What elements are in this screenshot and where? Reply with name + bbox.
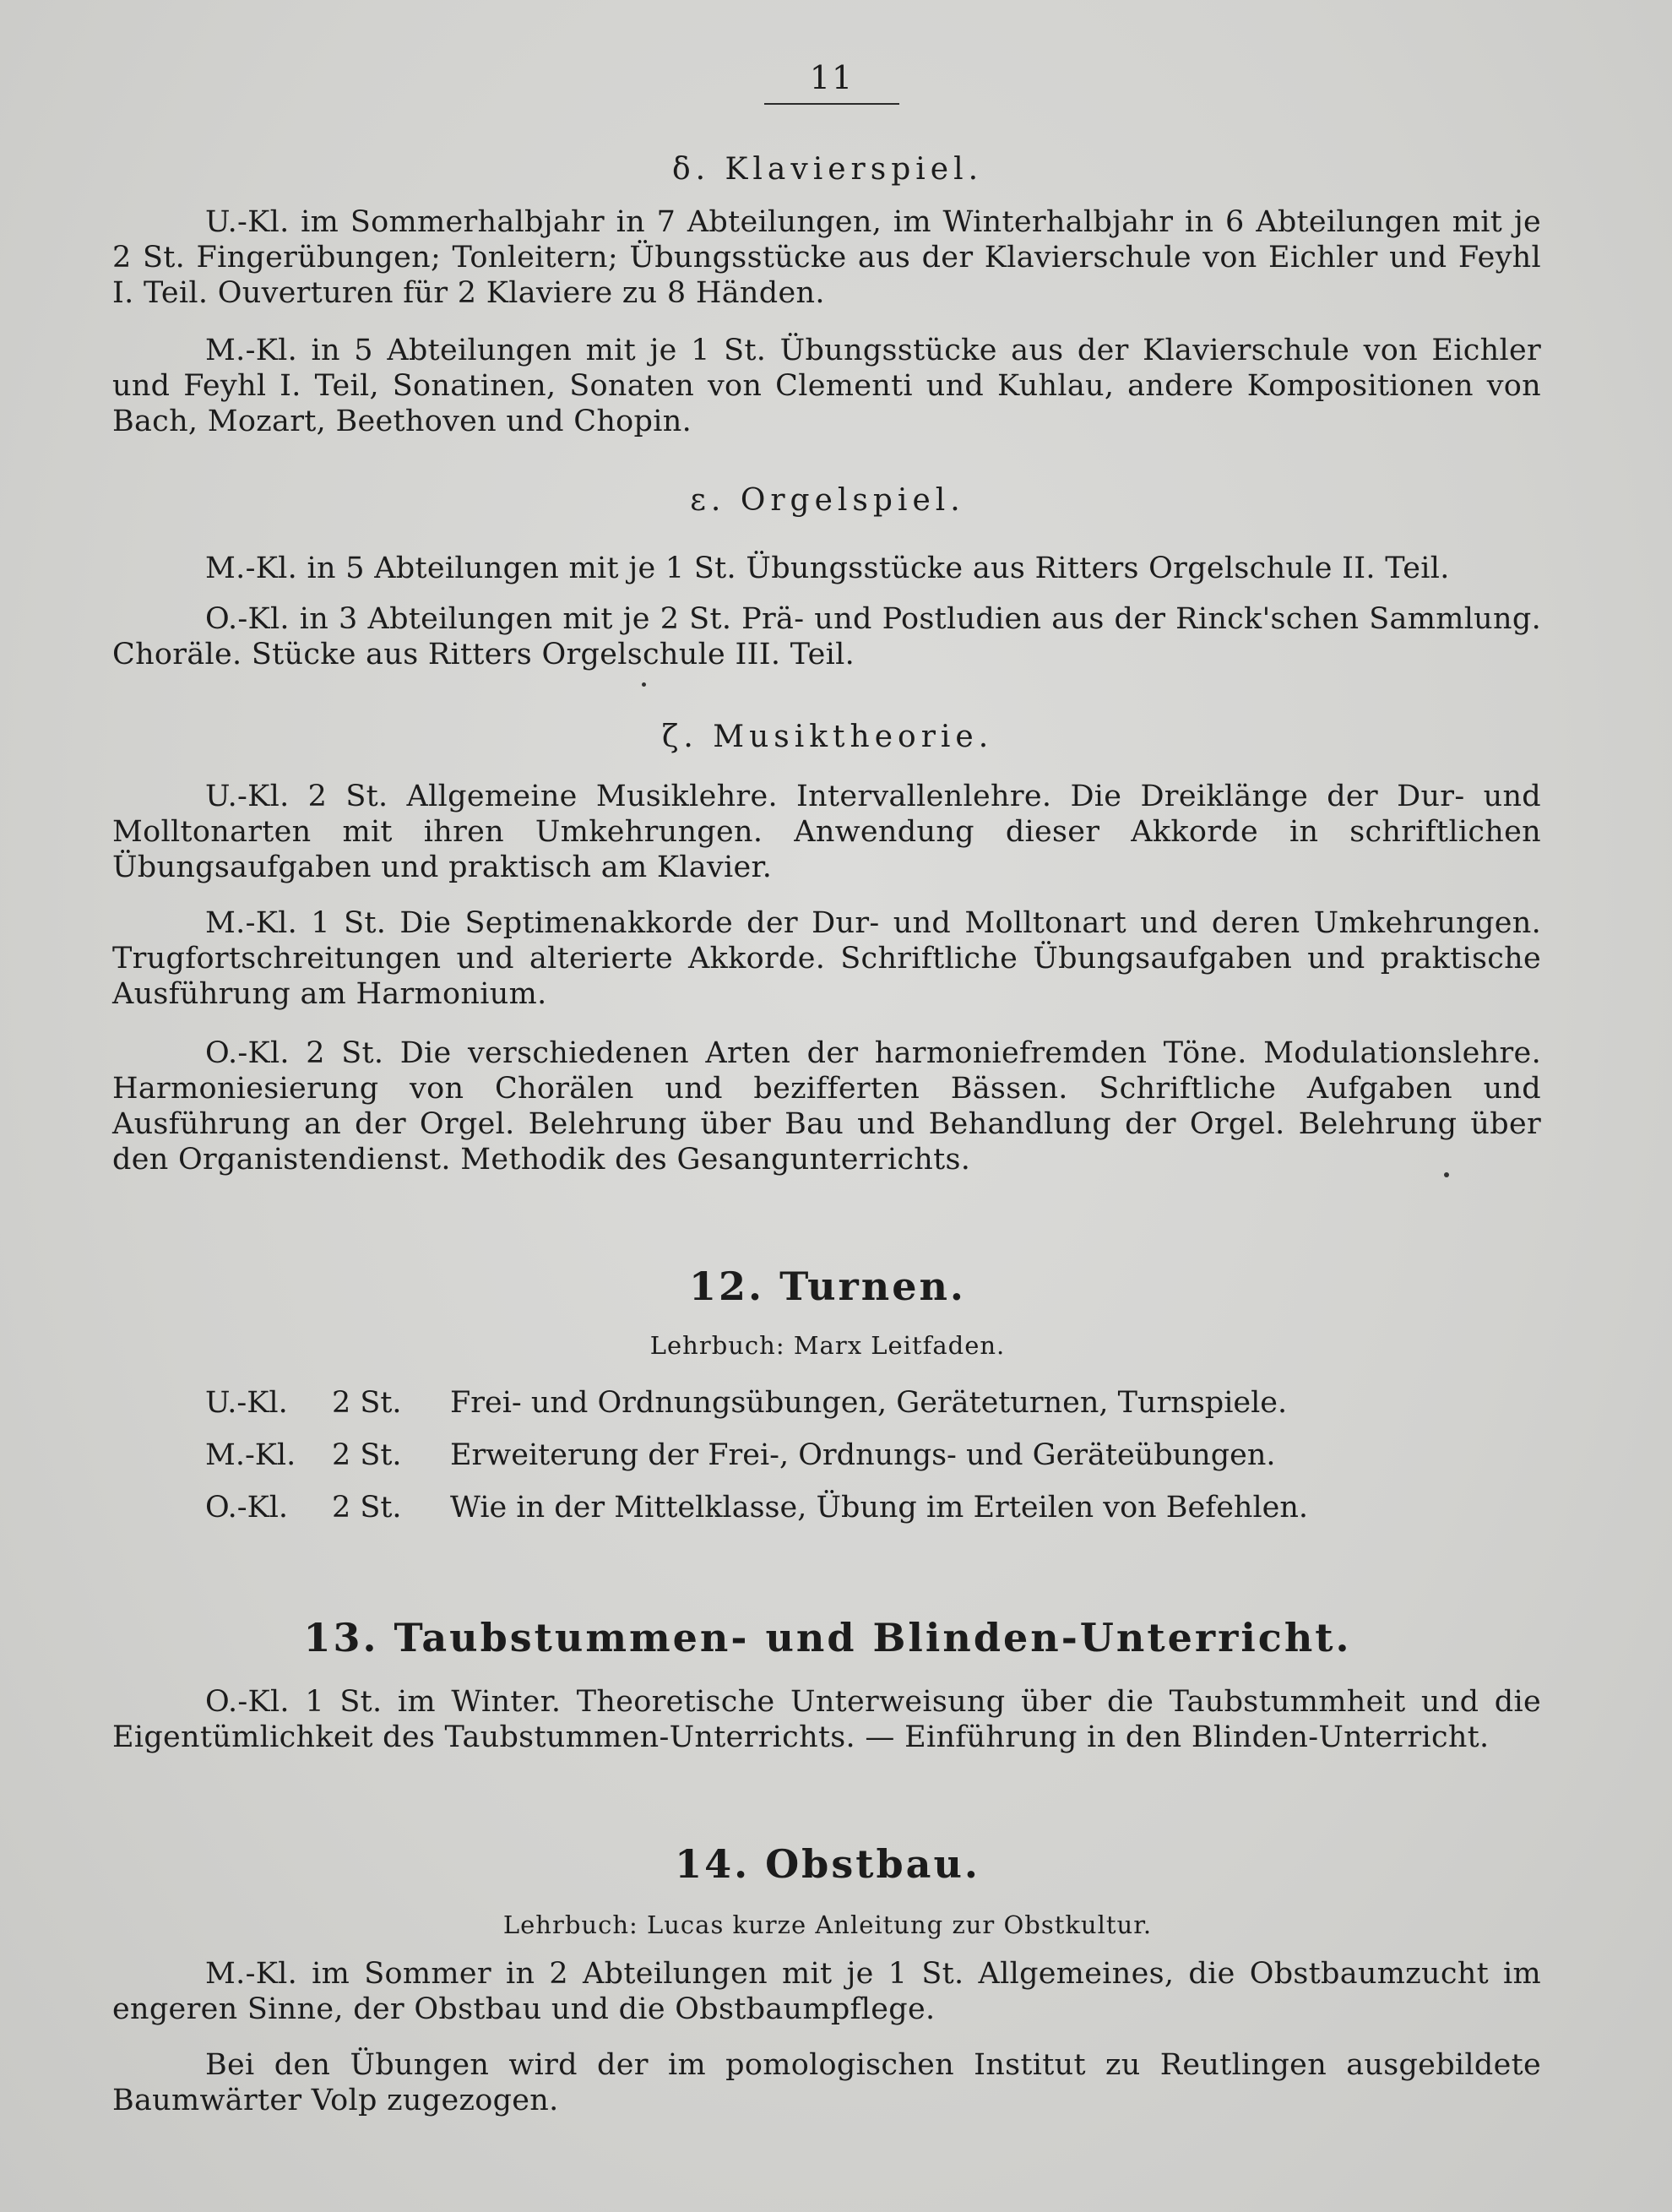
paragraph-klavier-unterklasse: U.-Kl. im Sommerhalbjahr in 7 Abteilungen, im Winterhalbjahr in 6 Abteilungen mit je 2 St. Fingerübungen; Tonleitern; Übungsstücke aus der Klavierschule von Eichler und Feyhl I. Teil. Ouverturen für 2 Klaviere zu 8 Händen.: [112, 205, 1541, 310]
paragraph-musiktheorie-mittelklasse: M.-Kl. 1 St. Die Septimenakkorde der Dur- und Molltonart und deren Umkehrungen. Trugfortschreitungen und alterierte Akkorde. Schriftliche Übungsaufgaben und praktische Ausführung am Harmonium.: [112, 906, 1541, 1011]
paragraph-musiktheorie-unterklasse: U.-Kl. 2 St. Allgemeine Musiklehre. Intervallenlehre. Die Dreiklänge der Dur- und Molltonarten mit ihren Umkehrungen. Anwendung dieser Akkorde in schriftlichen Übungsaufgaben und praktisch am Klavier.: [112, 780, 1541, 884]
ink-speck: [642, 682, 646, 687]
paragraph-orgel-mittelklasse: M.-Kl. in 5 Abteilungen mit je 1 St. Übungsstücke aus Ritters Orgelschule II. Teil.: [205, 552, 1450, 585]
class-label: U.-Kl.: [205, 1386, 288, 1420]
paragraph-orgel-oberklasse: O.-Kl. in 3 Abteilungen mit je 2 St. Prä- und Postludien aus der Rinck'schen Sammlung. Choräle. Stücke aus Ritters Orgelschule III. Teil.: [112, 602, 1541, 671]
section-title-orgelspiel: ε. Orgelspiel.: [690, 483, 965, 518]
paragraph-taubstummen: O.-Kl. 1 St. im Winter. Theoretische Unterweisung über die Taubstummheit und die Eigentümlichkeit des Taubstummen-Unterrichts. — Einführung in den Blinden-Unterricht.: [112, 1685, 1541, 1754]
chapter-title: Obstbau.: [765, 1841, 980, 1887]
paragraph-musiktheorie-oberklasse: O.-Kl. 2 St. Die verschiedenen Arten der harmoniefremden Töne. Modulationslehre. Harmoniesierung von Chorälen und bezifferten Bässen. Schriftliche Aufgaben und Ausführung an der Orgel. Belehrung über Bau und Behandlung der Orgel. Belehrung über den Organistendienst. Methodik des Gesangunterrichts.: [112, 1036, 1541, 1177]
textbook-obstbau: Lehrbuch: Lucas kurze Anleitung zur Obstkultur.: [502, 1910, 1153, 1939]
chapter-number: 14.: [675, 1841, 751, 1887]
row-text: Wie in der Mittelklasse, Übung im Erteilen von Befehlen.: [450, 1491, 1309, 1524]
chapter-heading-taubstummen: [114, 1615, 1541, 1660]
chapter-heading-turnen: [114, 1264, 1541, 1309]
chapter-title: Taubstummen- und Blinden-Unterricht.: [394, 1615, 1352, 1660]
section-title-musiktheorie: ζ. Musiktheorie.: [661, 720, 994, 754]
chapter-number: 13.: [303, 1615, 379, 1660]
chapter-heading-obstbau: [114, 1841, 1541, 1887]
textbook-turnen: Lehrbuch: Marx Leitfaden.: [649, 1331, 1006, 1360]
row-text: Frei- und Ordnungsübungen, Geräteturnen, Turnspiele.: [450, 1386, 1288, 1420]
turnen-row-mittelklasse: [205, 1438, 1276, 1473]
chapter-number: 12.: [689, 1264, 765, 1309]
chapter-title: Turnen.: [779, 1264, 966, 1309]
hours-label: 2 St.: [332, 1438, 402, 1472]
turnen-row-oberklasse: [205, 1490, 1308, 1525]
ink-speck: [1444, 1172, 1449, 1177]
class-label: M.-Kl.: [205, 1438, 296, 1472]
page-number-rule: [764, 103, 899, 105]
turnen-row-unterklasse: [205, 1385, 1287, 1421]
section-title-klavierspiel: δ. Klavierspiel.: [671, 152, 984, 187]
paragraph-obstbau-uebungen: Bei den Übungen wird der im pomologischen Institut zu Reutlingen ausgebildete Baumwärter Volp zugezogen.: [112, 2048, 1541, 2117]
class-label: O.-Kl.: [205, 1491, 289, 1524]
page-number: 11: [809, 59, 855, 96]
hours-label: 2 St.: [332, 1386, 402, 1420]
row-text: Erweiterung der Frei-, Ordnungs- und Geräteübungen.: [450, 1438, 1276, 1472]
paragraph-obstbau-mittelklasse: M.-Kl. im Sommer in 2 Abteilungen mit je 1 St. Allgemeines, die Obstbaumzucht im engeren Sinne, der Obstbau und die Obstbaumpflege.: [112, 1957, 1541, 2026]
paragraph-klavier-mittelklasse: M.-Kl. in 5 Abteilungen mit je 1 St. Übungsstücke aus der Klavierschule von Eichler und Feyhl I. Teil, Sonatinen, Sonaten von Clementi und Kuhlau, andere Kompositionen von Bach, Mozart, Beethoven und Chopin.: [112, 334, 1541, 438]
hours-label: 2 St.: [332, 1491, 402, 1524]
